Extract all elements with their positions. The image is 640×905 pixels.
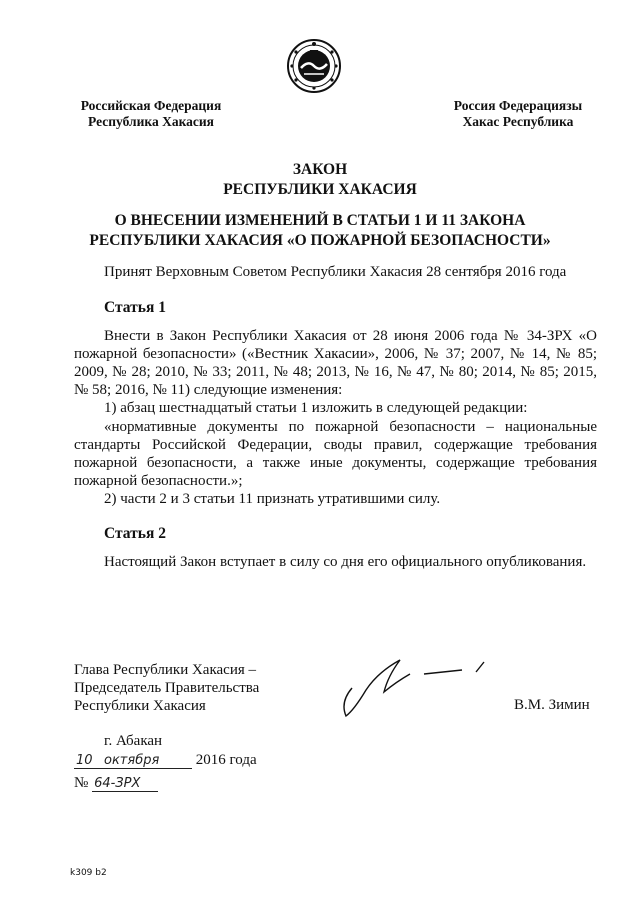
signatory-title-line1: Глава Республики Хакасия –: [74, 662, 257, 678]
law-number-line: [74, 775, 158, 792]
header-right-line1: Россия Федерациязы: [453, 98, 583, 113]
header-right-line2: Хакас Республика: [462, 114, 574, 129]
footer-code: k309 b2: [70, 868, 107, 878]
place: г. Абакан: [104, 733, 163, 749]
law-number-prefix: №: [74, 775, 89, 791]
date-month: октября: [102, 753, 192, 769]
date-year: 2016 года: [195, 752, 257, 768]
article-1-item-2: 2) части 2 и 3 статьи 11 признать утратившими силу.: [104, 491, 441, 507]
law-subtitle-line1: О ВНЕСЕНИИ ИЗМЕНЕНИЙ В СТАТЬИ 1 И 11 ЗАКОНА: [114, 212, 526, 229]
header-right: [432, 98, 604, 130]
signatory-title-line2: Председатель Правительства: [74, 680, 260, 696]
date-line: [74, 752, 257, 769]
law-subtitle: [0, 211, 640, 251]
law-number: 64-ЗРХ: [92, 776, 158, 792]
article-1-quote: «нормативные документы по пожарной безопасности – национальные стандарты Российской Федерации, своды правил, содержащие требования пожарной безопасности, а также иные документы, содержащие требования пожарной безопасности.»;: [74, 419, 597, 489]
article-1-intro: Внести в Закон Республики Хакасия от 28 июня 2006 года № 34-ЗРХ «О пожарной безопасности» («Вестник Хакасии», 2006, № 37; 2007, № 14, № 85; 2009, № 28; 2010, № 33; 2011, № 48; 2013, № 16, № 47, № 80; 2014, № 85; 2015, № 58; 2016, № 11) следующие изменения:: [74, 328, 597, 398]
adopted-statement: Принят Верховным Советом Республики Хакасия 28 сентября 2016 года: [104, 264, 567, 280]
header-left-line2: Республика Хакасия: [88, 114, 214, 129]
header-left: [66, 98, 236, 130]
header-left-line1: Российская Федерация: [80, 98, 222, 113]
signatory-title: [74, 661, 259, 715]
signatory-name: В.М. Зимин: [514, 697, 590, 713]
law-subtitle-line2: РЕСПУБЛИКИ ХАКАСИЯ «О ПОЖАРНОЙ БЕЗОПАСНОСТИ»: [89, 232, 551, 249]
coat-of-arms-icon: [286, 38, 342, 94]
date-day: 10: [74, 753, 102, 769]
law-title: [0, 160, 640, 200]
article-2-heading: Статья 2: [104, 525, 166, 542]
handwritten-signature: [330, 652, 500, 722]
article-1-item-1: 1) абзац шестнадцатый статьи 1 изложить в следующей редакции:: [104, 400, 528, 416]
law-title-line1: ЗАКОН: [292, 161, 348, 178]
law-title-line2: РЕСПУБЛИКИ ХАКАСИЯ: [223, 181, 417, 198]
signatory-title-line3: Республики Хакасия: [74, 698, 206, 714]
article-2-text: Настоящий Закон вступает в силу со дня его официального опубликования.: [104, 554, 587, 570]
article-1-heading: Статья 1: [104, 299, 166, 316]
